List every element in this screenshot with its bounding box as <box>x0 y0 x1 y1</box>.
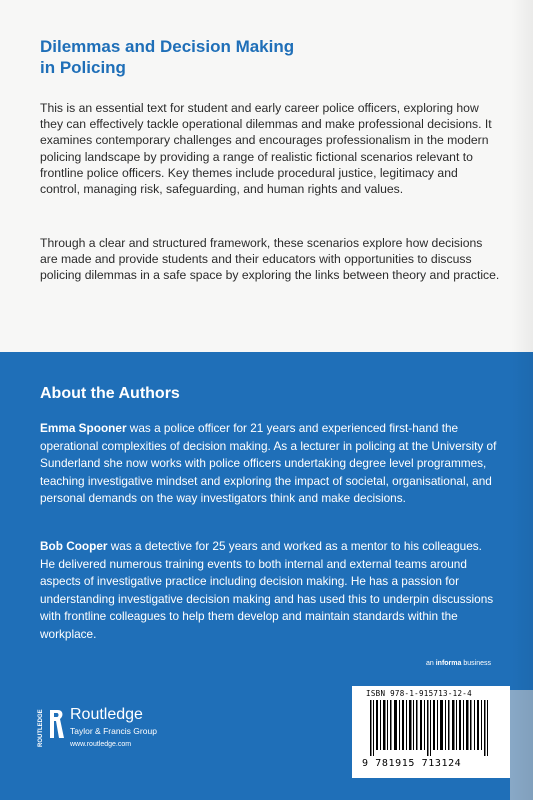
author-name-1: Emma Spooner <box>40 421 127 435</box>
title-line-2: in Policing <box>40 58 126 77</box>
vertical-wordmark-text: ROUTLEDGE <box>38 709 44 747</box>
author-name-2: Bob Cooper <box>40 539 108 553</box>
author-bio-2 <box>40 538 500 644</box>
barcode-number: 9 781915 713124 <box>362 758 462 769</box>
routledge-logo-icon <box>48 708 66 740</box>
routledge-vertical-wordmark <box>36 707 44 747</box>
description-section <box>0 0 533 352</box>
informa-suffix: business <box>461 660 491 667</box>
title-line-1: Dilemmas and Decision Making <box>40 37 295 56</box>
publisher-group: Taylor & Francis Group <box>70 726 157 736</box>
description-paragraph-1: This is an essential text for student and early career police officers, exploring how they can effectively tackle operational dilemmas and make professional decisions. It examines contemporary challenges and encourages professionalism in the modern policing landscape by providing a range of realistic fictional scenarios relevant to frontline police officers. Key themes include procedural justice, legitimacy and control, managing risk, safeguarding, and human rights and values. <box>40 101 492 197</box>
author-bio-text-1: was a police officer for 21 years and experienced first-hand the operational complexities of decision making. As a lecturer in policing at the University of Sunderland she now works with police officers undertaking degree level programmes, teaching investigative mindset and exploring the impact of societal, organisational, and personal demands on the way investigators think and make decisions. <box>40 421 497 506</box>
author-bio-1 <box>40 420 500 508</box>
about-authors-heading: About the Authors <box>40 385 180 402</box>
cover-edge-shadow <box>511 0 533 800</box>
publisher-url: www.routledge.com <box>70 741 132 748</box>
informa-word: informa <box>435 660 462 667</box>
author-bio-text-2: was a detective for 25 years and worked as a mentor to his colleagues. He delivered numerous training events to both internal and external teams around aspects of investigative practice including decision making. He has a passion for understanding investigative decision making and has used this to underpin discussions with frontline colleagues to help them develop and maintain standards within the workplace. <box>40 539 494 641</box>
authors-section <box>0 352 533 800</box>
isbn-barcode <box>352 686 510 778</box>
description-paragraph-2: Through a clear and structured framework, these scenarios explore how decisions are made and provide students and their educators with opportunities to discuss policing dilemmas in a safe space by exploring the links between theory and practice. <box>40 236 500 283</box>
book-title <box>40 36 480 78</box>
informa-prefix: an <box>426 660 436 667</box>
barcode-bars <box>370 700 490 756</box>
informa-business-tag <box>426 660 491 667</box>
publisher-name: Routledge <box>70 706 143 723</box>
isbn-label: ISBN 978-1-915713-12-4 <box>366 689 472 698</box>
